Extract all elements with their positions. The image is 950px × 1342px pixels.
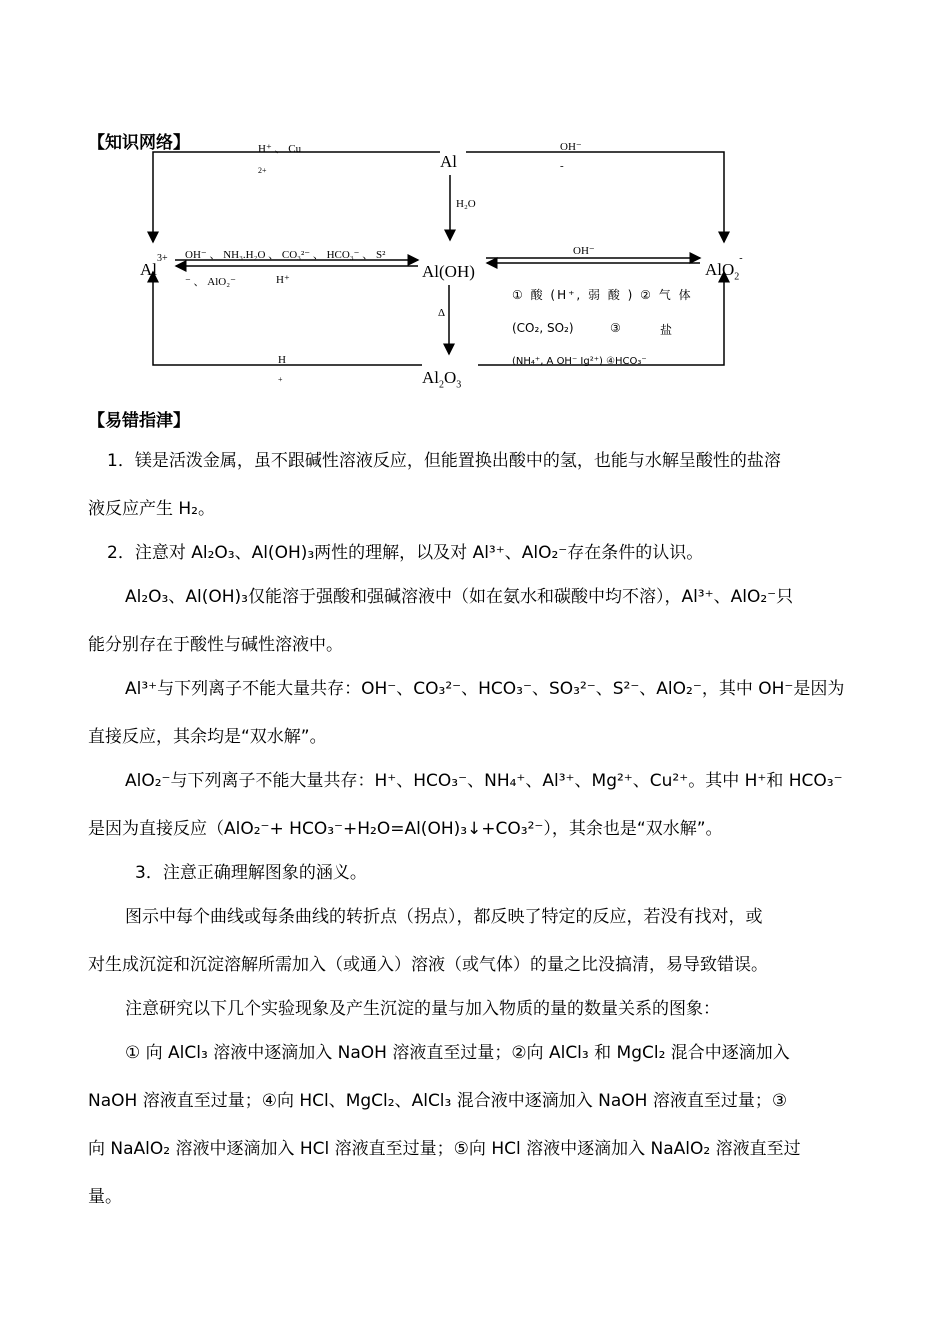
label-h-cu-charge: 2+ <box>258 166 267 175</box>
paragraph-4-line-1: Al³⁺与下列离子不能大量共存：OH⁻、CO₃²⁻、HCO₃⁻、SO₃²⁻、S²⁻、AlO₂⁻，其中 OH⁻是因为 <box>125 679 845 699</box>
heading-pitfalls: 【易错指津】 <box>88 411 190 431</box>
label-h-bottom: H <box>278 354 286 366</box>
node-alo2: AlO$_2$- <box>705 253 743 283</box>
paragraph-3-line-1: Al₂O₃、Al(OH)₃仅能溶于强酸和强碱溶液中（如在氨水和碳酸中均不溶），Al³⁺、AlO₂⁻只 <box>125 587 794 607</box>
label-gas: (CO₂, SO₂) <box>512 321 574 335</box>
label-h-bottom-plus: + <box>278 375 283 384</box>
label-oh-list-cont: ⁻ 、 AlO₂⁻ <box>185 276 236 288</box>
label-h2o: H₂O <box>456 198 476 210</box>
label-oh-right: OH⁻ <box>573 245 595 257</box>
paragraph-3-line-2: 能分别存在于酸性与碱性溶液中。 <box>88 635 343 655</box>
label-salt: (NH₄⁺, A OH⁻ Ig²⁺) ④HCO₃⁻ <box>512 356 647 367</box>
label-gas-num: ③ <box>610 321 623 335</box>
paragraph-2: 2．注意对 Al₂O₃、Al(OH)₃两性的理解，以及对 Al³⁺、AlO₂⁻存在条件的认识。 <box>107 543 704 563</box>
arrow-al-to-al3 <box>153 152 440 242</box>
label-delta: Δ <box>438 307 446 319</box>
label-h-cu: H⁺ 、 Cu <box>258 143 302 155</box>
node-al: Al <box>440 152 457 171</box>
paragraph-9-line-1: ① 向 AlCl₃ 溶液中逐滴加入 NaOH 溶液直至过量；②向 AlCl₃ 和 MgCl₂ 混合中逐滴加入 <box>125 1043 790 1063</box>
paragraph-1-line-1: 1．镁是活泼金属，虽不跟碱性溶液反应，但能置换出酸中的氢，也能与水解呈酸性的盐溶 <box>107 451 781 471</box>
paragraph-7-line-2: 对生成沉淀和沉淀溶解所需加入（或通入）溶液（或气体）的量之比没搞清，易导致错误。 <box>88 955 768 975</box>
paragraph-9-line-3: 向 NaAlO₂ 溶液中逐滴加入 HCl 溶液直至过量；⑤向 HCl 溶液中逐滴加入 NaAlO₂ 溶液直至过 <box>88 1139 801 1159</box>
heading-knowledge-network: 【知识网络】 <box>88 133 190 153</box>
node-al3: $Al^{3+}$ <box>140 253 168 279</box>
label-oh-list: OH⁻ 、 NH₃.H₂O 、 CO₃²⁻ 、 HCO₃⁻ 、 S² <box>185 249 386 261</box>
paragraph-4-line-2: 直接反应，其余均是“双水解”。 <box>88 727 327 747</box>
paragraph-6: 3．注意正确理解图象的涵义。 <box>135 863 367 883</box>
label-salt-word: 盐 <box>660 323 675 337</box>
paragraph-1-line-2: 液反应产生 H₂。 <box>88 499 216 519</box>
paragraph-9-line-2: NaOH 溶液直至过量；④向 HCl、MgCl₂、AlCl₃ 混合液中逐滴加入 NaOH 溶液直至过量；③ <box>88 1091 788 1111</box>
paragraph-9-line-4: 量。 <box>88 1187 122 1207</box>
label-oh-top-dot: - <box>560 160 564 172</box>
label-oh-top: OH⁻ <box>560 141 582 153</box>
paragraph-7-line-1: 图示中每个曲线或每条曲线的转折点（拐点），都反映了特定的反应，若没有找对，或 <box>125 907 763 927</box>
knowledge-network-diagram <box>0 0 950 420</box>
arrow-al-to-alo2 <box>466 152 724 242</box>
paragraph-5-line-2: 是因为直接反应（AlO₂⁻+ HCO₃⁻+H₂O=Al(OH)₃↓+CO₃²⁻），其余也是“双水解”。 <box>88 819 723 839</box>
label-h-plus: H⁺ <box>276 274 290 286</box>
paragraph-5-line-1: AlO₂⁻与下列离子不能大量共存：H⁺、HCO₃⁻、NH₄⁺、Al³⁺、Mg²⁺、Cu²⁺。其中 H⁺和 HCO₃⁻ <box>125 771 843 791</box>
paragraph-8: 注意研究以下几个实验现象及产生沉淀的量与加入物质的量的数量关系的图象： <box>125 999 720 1019</box>
label-acid: ① 酸 (H⁺, 弱 酸 ) ② 气 体 <box>512 288 693 302</box>
node-aloh3: Al(OH) <box>422 262 475 281</box>
node-al2o3: $Al_2O_3$ <box>422 368 462 391</box>
